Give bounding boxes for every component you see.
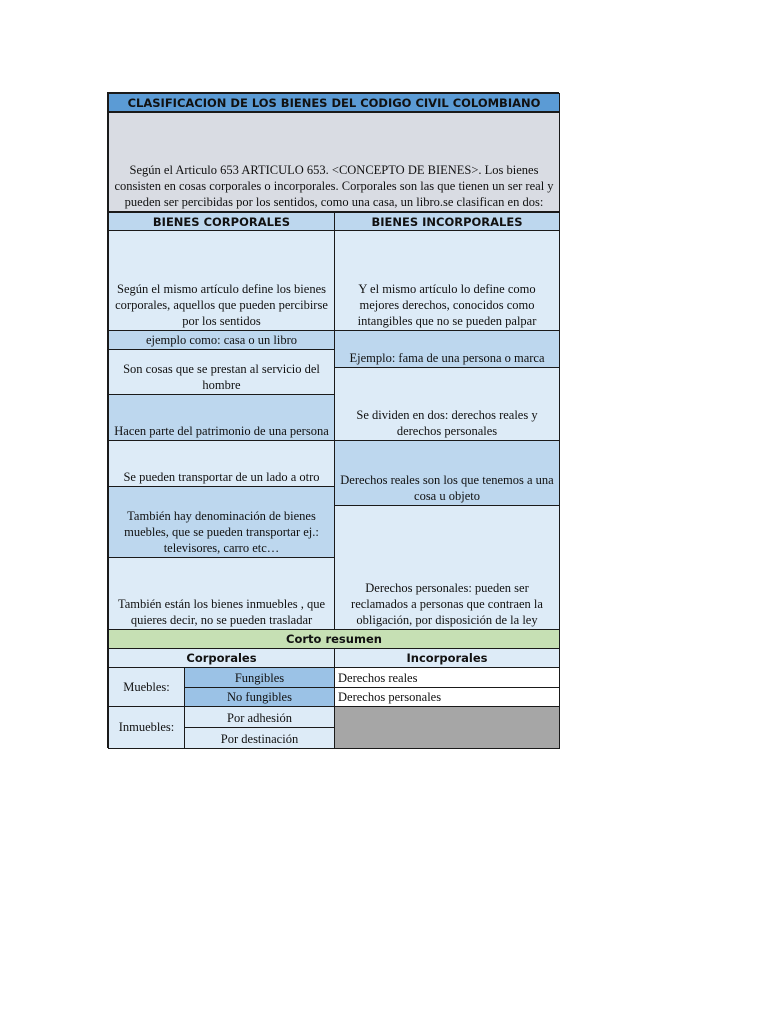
derechos-reales-cell: Derechos reales (334, 667, 560, 688)
incorporales-division: Se dividen en dos: derechos reales y derechos personales (334, 367, 560, 441)
corporales-transport: Se pueden transportar de un lado a otro (108, 440, 335, 487)
empty-grey-cell (334, 706, 560, 749)
corporales-definition: Según el mismo artículo define los bienes corporales, aquellos que pueden percibirse por los sentidos (108, 230, 335, 331)
fungibles-cell: Fungibles (184, 667, 335, 688)
por-destinacion-cell: Por destinación (184, 727, 335, 749)
summary-col-incorporales: Incorporales (334, 648, 560, 668)
incorporales-definition: Y el mismo artículo lo define como mejores derechos, conocidos como intangibles que no se pueden palpar (334, 230, 560, 331)
incorporales-example: Ejemplo: fama de una persona o marca (334, 330, 560, 368)
incorporales-personales: Derechos personales: pueden ser reclamados a personas que contraen la obligación, por disposición de la ley (334, 505, 560, 630)
header-corporales: BIENES CORPORALES (108, 212, 335, 231)
intro-text: Según el Articulo 653 ARTICULO 653. <CONCEPTO DE BIENES>. Los bienes consisten en cosas corporales o incorporales. Corporales son las que tienen un ser real y pueden ser percibidas por los sentidos, como una casa, un libro.se clasifican en dos: (108, 112, 560, 212)
no-fungibles-cell: No fungibles (184, 687, 335, 707)
corporales-muebles: También hay denominación de bienes muebles, que se pueden transportar ej.: televisores, carro etc… (108, 486, 335, 558)
corporales-patrimony: Hacen parte del patrimonio de una persona (108, 394, 335, 441)
derechos-personales-cell: Derechos personales (334, 687, 560, 707)
summary-col-corporales: Corporales (108, 648, 335, 668)
corporales-inmuebles: También están los bienes inmuebles , que quieres decir, no se pueden trasladar (108, 557, 335, 630)
corporales-service: Son cosas que se prestan al servicio del hombre (108, 349, 335, 395)
inmuebles-label: Inmuebles: (108, 706, 185, 749)
table-title: CLASIFICACION DE LOS BIENES DEL CODIGO CIVIL COLOMBIANO (108, 93, 560, 112)
summary-title: Corto resumen (108, 629, 560, 649)
corporales-example: ejemplo como: casa o un libro (108, 330, 335, 350)
muebles-label: Muebles: (108, 667, 185, 707)
header-incorporales: BIENES INCORPORALES (334, 212, 560, 231)
incorporales-reales: Derechos reales son los que tenemos a una cosa u objeto (334, 440, 560, 506)
por-adhesion-cell: Por adhesión (184, 706, 335, 728)
classification-table (107, 92, 559, 748)
